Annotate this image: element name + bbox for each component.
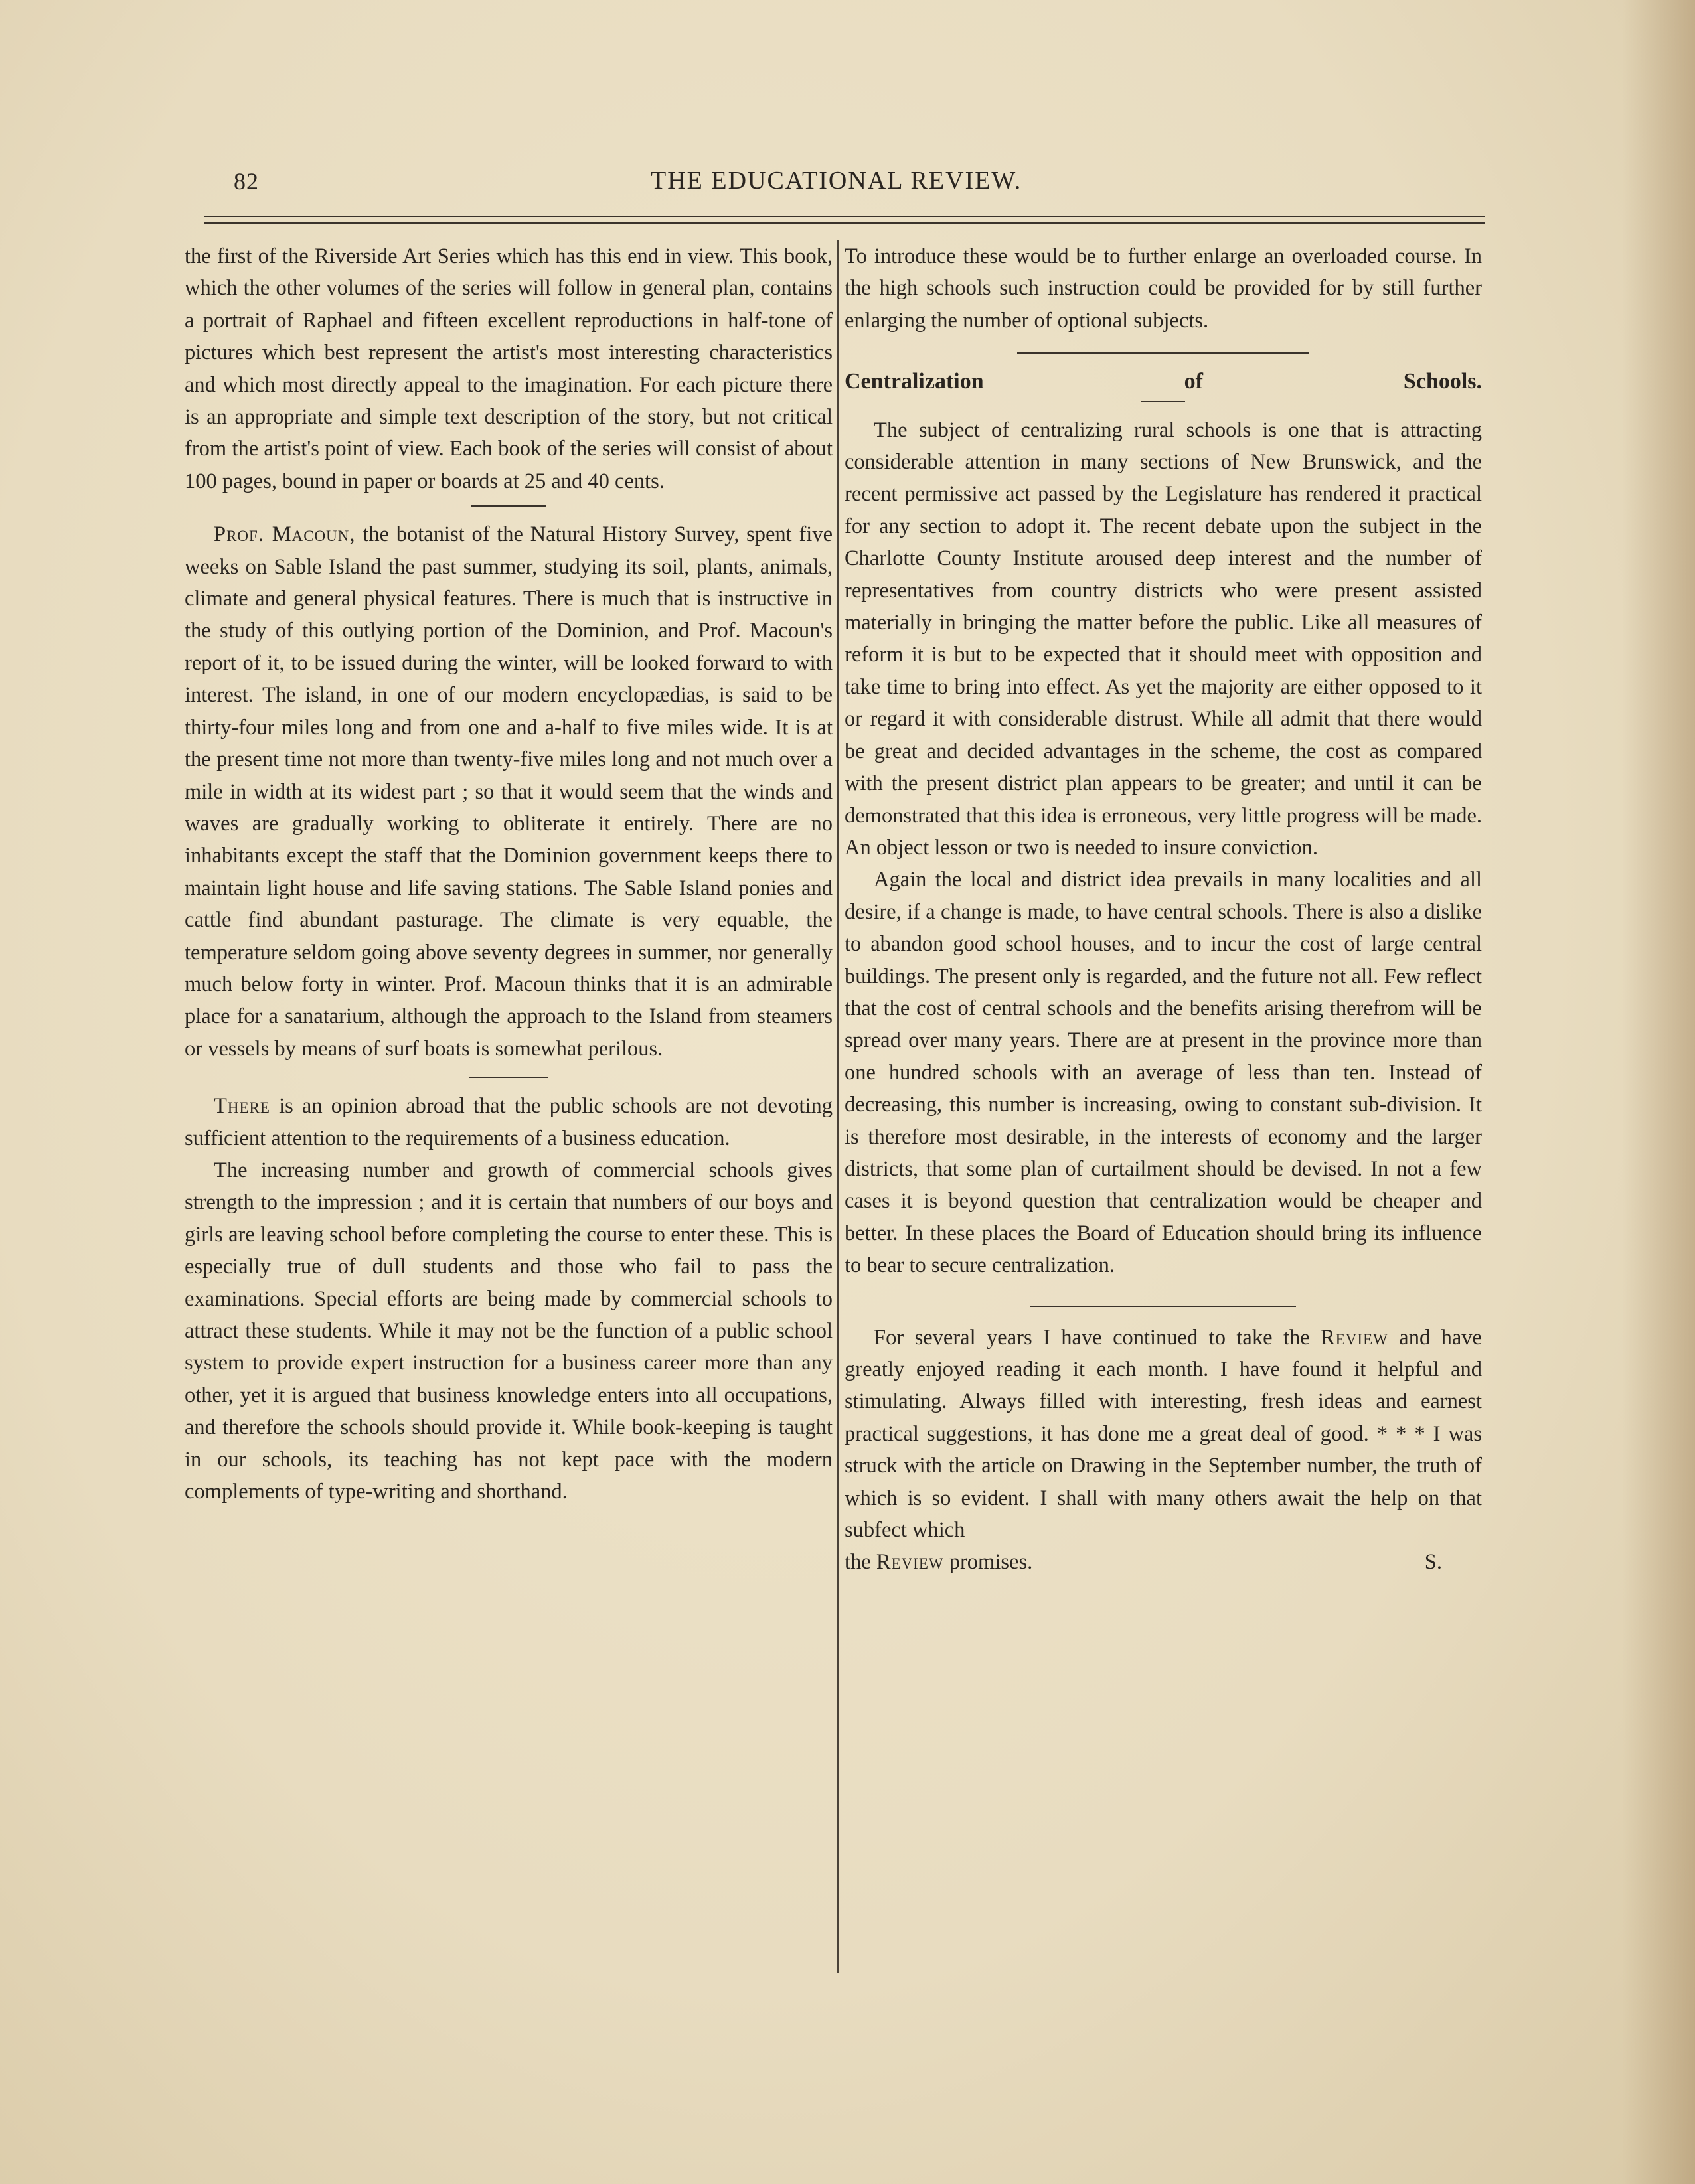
letter-closing-line bbox=[845, 1546, 1482, 1578]
paragraph-reader-letter bbox=[845, 1322, 1482, 1547]
header-rule-bottom bbox=[204, 222, 1485, 224]
letter-signature: S. bbox=[1424, 1550, 1442, 1575]
letter-closing bbox=[845, 1546, 1032, 1578]
paragraph-lead: There bbox=[214, 1094, 270, 1119]
header-rule-top bbox=[204, 216, 1485, 217]
paragraph-body: is an opinion abroad that the public schools are not devoting sufficient attention to the requirements of a business education. bbox=[185, 1094, 833, 1150]
right-column bbox=[845, 240, 1482, 1579]
paragraph-overloaded-course: To introduce these would be to further enlarge an overloaded course. In the high schools such instruction could be provided for by still further enlarging the number of optional subjects. bbox=[845, 244, 1482, 333]
letter-text: For several years I have continued to take the bbox=[874, 1325, 1321, 1350]
paragraph-business-opinion bbox=[185, 1090, 833, 1154]
section-rule bbox=[1017, 352, 1309, 354]
heading-underline bbox=[1141, 401, 1185, 402]
page-number: 82 bbox=[234, 168, 259, 195]
left-column bbox=[185, 240, 833, 1508]
paragraph-lead: Prof. Macoun, bbox=[214, 522, 356, 547]
letter-text: promises. bbox=[943, 1550, 1033, 1575]
article-heading: Centralization of Schools. bbox=[845, 369, 1482, 394]
section-rule bbox=[1030, 1306, 1296, 1307]
section-rule bbox=[469, 1077, 548, 1078]
section-rule bbox=[471, 505, 546, 507]
paragraph-body: the botanist of the Natural History Survey, spent five weeks on Sable Island the past summer, studying its soil, plants, animals, climate and general physical features. There is much that is instructive in the study of this outlying portion of the Dominion, and Prof. Macoun's report of it, to be issued during the winter, will be looked forward to with interest. The island, in one of our modern encyclopædias, is said to be thirty-four miles long and from one and a-half to five miles wide. It is at the present time not more than twenty-five miles long and not much over a mile in width at its widest part ; so that it would seem that the winds and waves are gradually working to obliterate it entirely. There are no inhabitants except the staff that the Dominion government keeps there to maintain light house and life saving stations. The Sable Island ponies and cattle find abundant pasturage. The climate is very equable, the temperature seldom going above seventy degrees in summer, nor generally much below forty in winter. Prof. Macoun thinks that it is an admirable place for a sanatarium, although the approach to the Island from steamers or vessels by means of surf boats is somewhat perilous. bbox=[185, 522, 833, 1061]
journal-name: Review bbox=[1321, 1325, 1388, 1350]
letter-text: the bbox=[845, 1550, 876, 1575]
paragraph-centralization: The subject of centralizing rural schools is one that is attracting considerable attention in many sections of New Brunswick, and the recent permissive act passed by the Legislature has rendered it practical for any section to adopt it. The recent debate upon the subject in the Charlotte County Institute aroused deep interest and the number of representatives from country districts who were present assisted materially in bringing the matter before the public. Like all measures of reform it is but to be expected that it should meet with opposition and take time to bring into effect. As yet the majority are either opposed to it or regard it with considerable distrust. While all admit that there would be great and decided advantages in the scheme, the cost as compared with the present district plan appears to be greater; and until it can be demonstrated that this idea is erroneous, very little progress will be made. An object lesson or two is needed to insure conviction. bbox=[845, 418, 1482, 860]
paragraph-macoun bbox=[185, 518, 833, 1065]
page-edge-shadow bbox=[1622, 0, 1695, 2184]
journal-name: Review bbox=[876, 1550, 944, 1575]
running-title: THE EDUCATIONAL REVIEW. bbox=[651, 167, 1022, 195]
paragraph-commercial-schools: The increasing number and growth of commercial schools gives strength to the impression ; and it is certain that numbers of our boys and girls are leaving school before completing the course to enter these. This is especially true of dull students and those who fail to pass the examinations. Special efforts are being made by commercial schools to attract these students. While it may not be the function of a public school system to provide expert instruction for a business career more than any other, yet it is argued that business knowledge enters into all occupations, and therefore the schools should provide it. While book-keeping is taught in our schools, its teaching has not kept pace with the modern complements of type-writing and shorthand. bbox=[185, 1158, 833, 1504]
paragraph-local-idea: Again the local and district idea prevails in many localities and all desire, if a change is made, to have central schools. There is also a dislike to abandon good school houses, and to incur the cost of large central buildings. The present only is regarded, and the future not all. Few reflect that the cost of central schools and the benefits arising therefrom will be spread over many years. There are at present in the province more than one hundred schools with an average of less than ten. Instead of decreasing, this number is increasing, owing to constant sub-division. It is therefore most desirable, in the interests of economy and the larger districts, that some plan of curtailment should be devised. In not a few cases it is beyond question that centralization would be cheaper and better. In these places the Board of Education should bring its influence to bear to secure centralization. bbox=[845, 868, 1482, 1278]
paragraph-art-series: the first of the Riverside Art Series which has this end in view. This book, which the other volumes of the series will follow in general plan, contains a portrait of Raphael and fifteen excellent reproductions in half-tone of pictures which best represent the artist's most interesting characteristics and which most directly appeal to the imagination. For each picture there is an appropriate and simple text description of the story, but not critical from the artist's point of view. Each book of the series will consist of about 100 pages, bound in paper or boards at 25 and 40 cents. bbox=[185, 244, 833, 493]
letter-text: and have greatly enjoyed reading it each month. I have found it helpful and stimulating. Always filled with interesting, fresh ideas and earnest practical suggestions, it has done me a great deal of good. * * * I was struck with the article on Drawing in the September number, the truth of which is so evident. I shall with many others await the help on that subfect which bbox=[845, 1325, 1482, 1543]
column-divider bbox=[837, 240, 839, 1973]
